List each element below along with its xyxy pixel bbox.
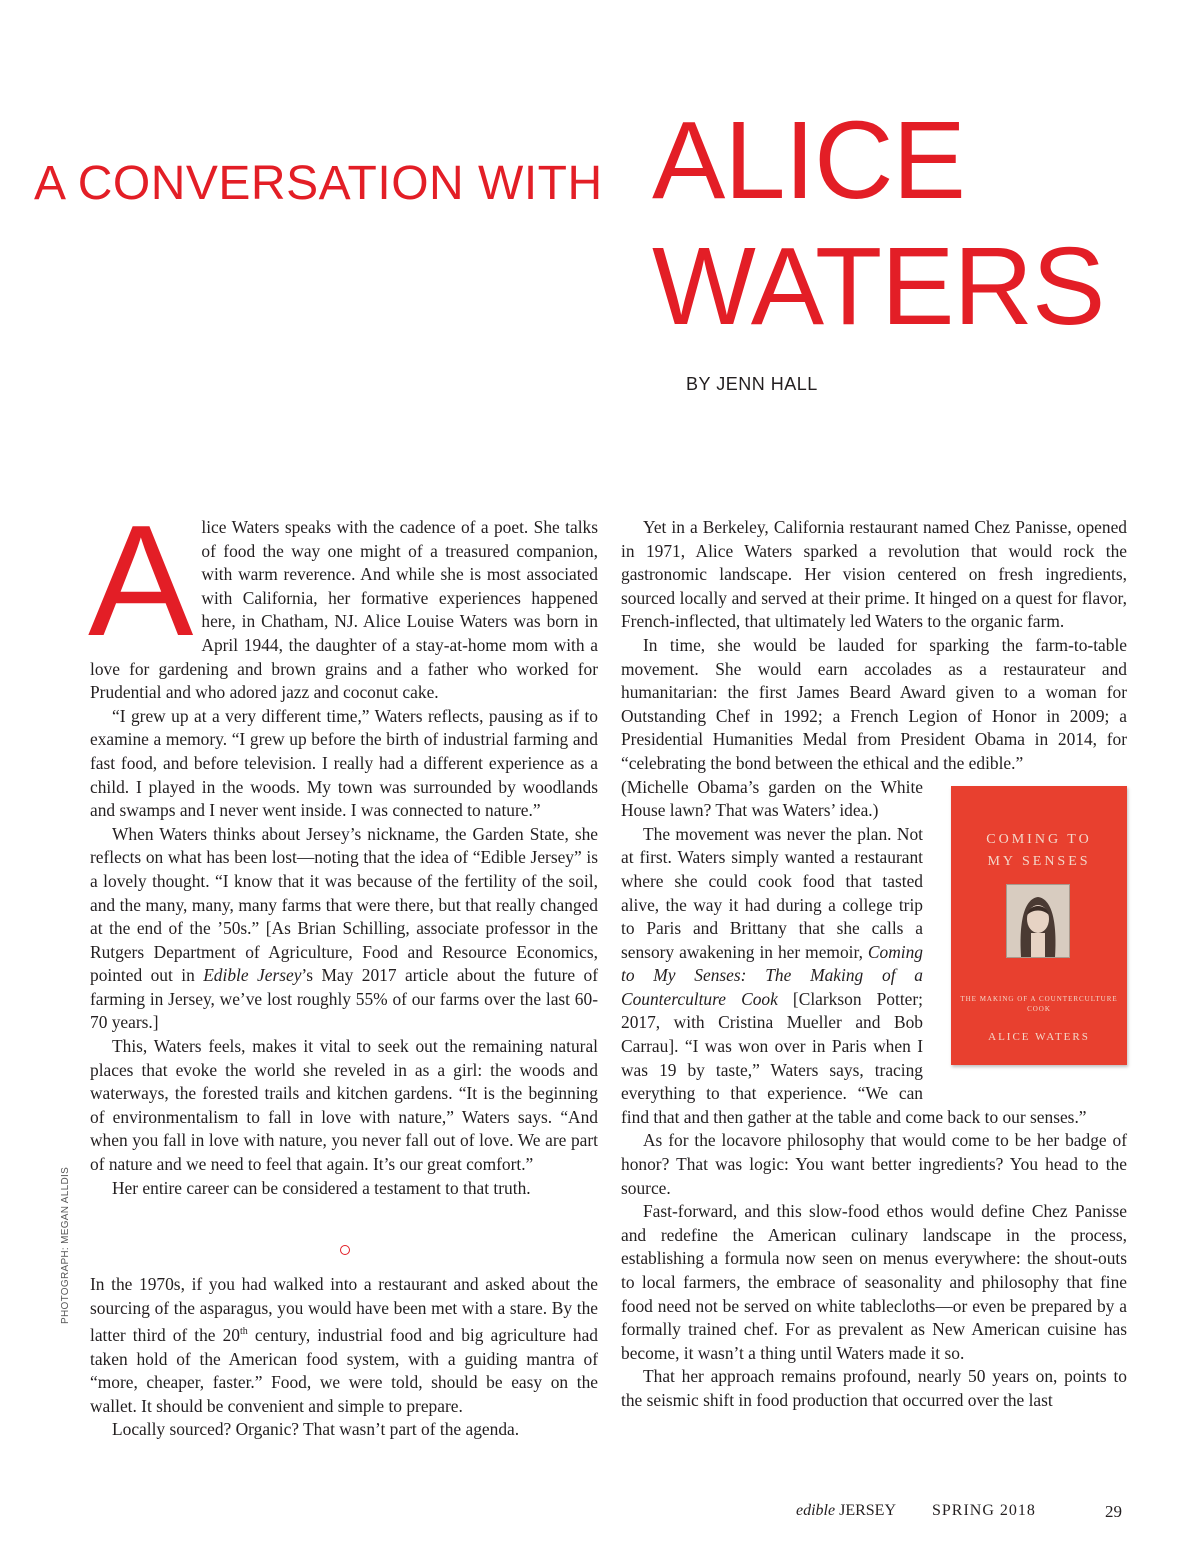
publication-name: Edible Jersey: [203, 965, 302, 986]
paragraph: Yet in a Berkeley, California restaurant named Chez Panisse, opened in 1971, Alice Waters sparked a revolution that would rock the gastronomic landscape. Her vision centered on fresh ingredients, sourced locally and served at their prime. It hinged on a quest for flavor, French-inflected, that ultimately led Waters to the organic farm.: [621, 517, 1127, 632]
page-number: 29: [1105, 1502, 1122, 1521]
book-cover-figure: [937, 786, 1127, 1078]
title-name-line2: WATERS: [652, 225, 1105, 348]
book-title-line2: MY SENSES: [987, 853, 1091, 869]
title-name-line1: ALICE: [652, 99, 965, 222]
paragraph-text: lice Waters speaks with the cadence of a poet. She talks of food the way one might of a treasured companion, with warm reverence. And while she is most associated with California, her formative experiences happened here, in Chatham, NJ. Alice Louise Waters was born in April 1944, the daughter of a stay-at-home mom with a love for gardening and brown grains and a father who worked for Prudential and who adored jazz and coconut cake.: [90, 517, 598, 703]
photo-credit: PHOTOGRAPH: MEGAN ALLDIS: [60, 1166, 71, 1324]
paragraph: In the 1970s, if you had walked into a restaurant and asked about the sourcing of the asparagus, you would have been met with a stare. By the latter third of the 20th century, industrial food and big agriculture had taken hold of the American food system, with a guiding mantra of “more, cheaper, faster.” Food, we were told, should be easy on the wallet. It should be convenient and simple to prepare.: [90, 1274, 598, 1416]
footer-issue: SPRING 2018: [932, 1502, 1036, 1519]
book-title-italic: Coming to My Senses: The Making of a Counterculture Cook: [621, 941, 923, 1009]
byline: BY JENN HALL: [686, 374, 818, 394]
article-column-right: [621, 516, 1127, 1413]
book-author: ALICE WATERS: [988, 1030, 1090, 1043]
paragraph: As for the locavore philosophy that would come to be her badge of honor? That was logic: You want better ingredients? You head to the source.: [621, 1130, 1127, 1198]
paragraph: The movement was never the plan. Not at first. Waters simply wanted a restaurant where she could cook food that tasted alive, the way it had during a college trip to Paris and Brittany that she calls a sensory awakening in her memoir, Coming to My Senses: The Making of a Counterculture Cook [Clarkson Potter; 2017, with Cristina Mueller and Bob Carrau]. “I was won over in Paris when I was 19 by taste,” Waters says, tracing everything to that experience. “We can find that and then gather at the table and come back to our senses.”: [621, 823, 1087, 1127]
paragraph: Fast-forward, and this slow-food ethos would define Chez Panisse and redefine the American culinary landscape in the process, establishing a formula now seen on menus everywhere: the shout-outs to local farmers, the embrace of seasonality and philosophy that fine food need not be served on white tablecloths—or even be prepared by a formally trained chef. For as prevalent as New American cuisine has become, it wasn’t a thing until Waters made it so.: [621, 1201, 1127, 1363]
book-title-line1: COMING TO: [986, 831, 1092, 847]
article-column-left-lower: [90, 1273, 598, 1442]
paragraph: [88, 493, 598, 705]
paragraph: That her approach remains profound, nearly 50 years on, points to the seismic shift in food production that occurred over the last: [621, 1366, 1127, 1410]
footer-magazine-name: edible JERSEY: [796, 1502, 896, 1519]
paragraph: Her entire career can be considered a testament to that truth.: [112, 1177, 531, 1198]
drop-cap: A: [88, 493, 194, 669]
paragraph-text: (Michelle Obama’s garden on the White House lawn? That was Waters’ idea.): [621, 776, 923, 821]
paragraph: This, Waters feels, makes it vital to seek out the remaining natural places that evoke the world she reveled in as a girl: the woods and waterways, the forested trails and kitchen gardens. “It is the beginning of environmentalism to fall in love with nature,” Waters says. “And when you fall in love with nature, you never fall out of love. We are part of nature and we need to feel that again. It’s our great comfort.”: [90, 1036, 598, 1175]
section-break-ornament: [340, 1245, 350, 1255]
paragraph: “I grew up at a very different time,” Waters reflects, pausing as if to examine a memory. “I grew up before the birth of industrial farming and fast food, and before television. I really had a different experience as a child. I played in the woods. My town was surrounded by woodlands and swamps and I never went inside. I was connected to nature.”: [90, 705, 598, 821]
title-prefix: A CONVERSATION WITH: [34, 157, 603, 210]
paragraph: In time, she would be lauded for sparking the farm-to-table movement. She would earn accolades as a restaurateur and humanitarian: the first James Beard Award given to a woman for Outstanding Chef in 1992; a French Legion of Honor in 2009; a Presidential Humanities Medal from President Obama in 2014, for “celebrating the bond between the ethical and the edible.”: [621, 634, 1127, 773]
article-column-left: [88, 493, 598, 1200]
book-subtitle: THE MAKING OF A COUNTERCULTURE COOK: [960, 994, 1118, 1013]
paragraph: Locally sourced? Organic? That wasn’t part of the agenda.: [112, 1419, 520, 1440]
paragraph: When Waters thinks about Jersey’s nickname, the Garden State, she reflects on what has been lost—noting that the idea of “Edible Jersey” is a lovely thought. “I know that it was because of the fertility of the soil, and the many, many, many farms that were there, but that really changed at the end of the ’50s.” [As Brian Schilling, associate professor in the Rutgers Department of Agriculture, Food and Resource Economics, pointed out in Edible Jersey’s May 2017 article about the future of farming in Jersey, we’ve lost roughly 55% of our farms over the last 60-70 years.]: [90, 823, 598, 1033]
author-portrait-image: [1006, 884, 1070, 958]
book-cover: [951, 786, 1127, 1065]
